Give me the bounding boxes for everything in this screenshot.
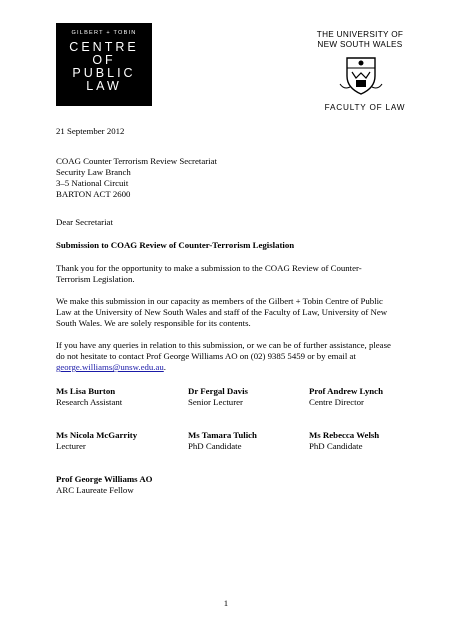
signatory: [309, 386, 383, 408]
address-line: Security Law Branch: [56, 167, 131, 177]
centre-of-public-law-logo: [56, 23, 152, 106]
address-line: 3–5 National Circuit: [56, 178, 129, 188]
signatory: [309, 430, 379, 452]
paragraph-line: We make this submission in our capacity as members of the Gilbert + Tobin Centre of Public: [56, 296, 383, 306]
signatory-role: PhD Candidate: [309, 441, 363, 451]
paragraph-contact: [56, 340, 401, 373]
subject-line: Submission to COAG Review of Counter-Terrorism Legislation: [56, 240, 295, 250]
signatory: [56, 474, 153, 496]
signatory-name: Dr Fergal Davis: [188, 386, 248, 396]
signatory-name: Ms Rebecca Welsh: [309, 430, 380, 440]
email-line: [56, 362, 401, 373]
salutation: Dear Secretariat: [56, 217, 113, 227]
signatory-role: ARC Laureate Fellow: [56, 485, 134, 495]
letter-date: 21 September 2012: [56, 126, 125, 136]
logo-line: LAW: [86, 79, 122, 93]
page-number: 1: [223, 598, 229, 608]
signatory-role: Centre Director: [309, 397, 364, 407]
paragraph-line: Law at the University of New South Wales and staff of the Faculty of Law, University of New: [56, 307, 388, 317]
signatory: [188, 386, 248, 408]
address-line: BARTON ACT 2600: [56, 189, 131, 199]
faculty-name: FACULTY OF LAW: [324, 103, 406, 112]
email-suffix: .: [163, 362, 166, 372]
signatory-role: Senior Lecturer: [188, 397, 243, 407]
paragraph-capacity: [56, 296, 401, 329]
paragraph-line: South Wales. We are solely responsible for its contents.: [56, 318, 251, 328]
address-line: COAG Counter Terrorism Review Secretariat: [56, 156, 217, 166]
logo-top-text: GILBERT + TOBIN: [71, 30, 137, 36]
paragraph-line: Thank you for the opportunity to make a submission to the COAG Review of Counter-: [56, 263, 362, 273]
university-name-line1: THE UNIVERSITY OF: [316, 30, 404, 39]
university-crest-icon: [338, 54, 384, 96]
signatory-name: Ms Nicola McGarrity: [56, 430, 138, 440]
signatory: [56, 430, 137, 452]
signatory-role: Lecturer: [56, 441, 86, 451]
email-link[interactable]: george.williams@unsw.edu.au: [56, 362, 164, 372]
university-name-line2: NEW SOUTH WALES: [317, 40, 403, 49]
logo-line: OF: [92, 53, 116, 67]
paragraph-line: do not hesitate to contact Prof George Williams AO on (02) 9385 5459 or by email at: [56, 351, 356, 361]
signatory-role: PhD Candidate: [188, 441, 242, 451]
signatory-role: Research Assistant: [56, 397, 123, 407]
paragraph-line: If you have any queries in relation to this submission, or we can be of further assistance, please: [56, 340, 391, 350]
signatory: [56, 386, 122, 408]
signatory-name: Ms Lisa Burton: [56, 386, 116, 396]
signatory: [188, 430, 257, 452]
logo-line: CENTRE: [69, 40, 139, 54]
paragraph-thanks: [56, 263, 397, 285]
signatory-name: Prof Andrew Lynch: [309, 386, 383, 396]
paragraph-line: Terrorism Legislation.: [56, 274, 135, 284]
logo-line: PUBLIC: [72, 66, 136, 80]
signatory-name: Ms Tamara Tulich: [188, 430, 257, 440]
address-block: [56, 156, 217, 200]
signatory-name: Prof George Williams AO: [56, 474, 153, 484]
